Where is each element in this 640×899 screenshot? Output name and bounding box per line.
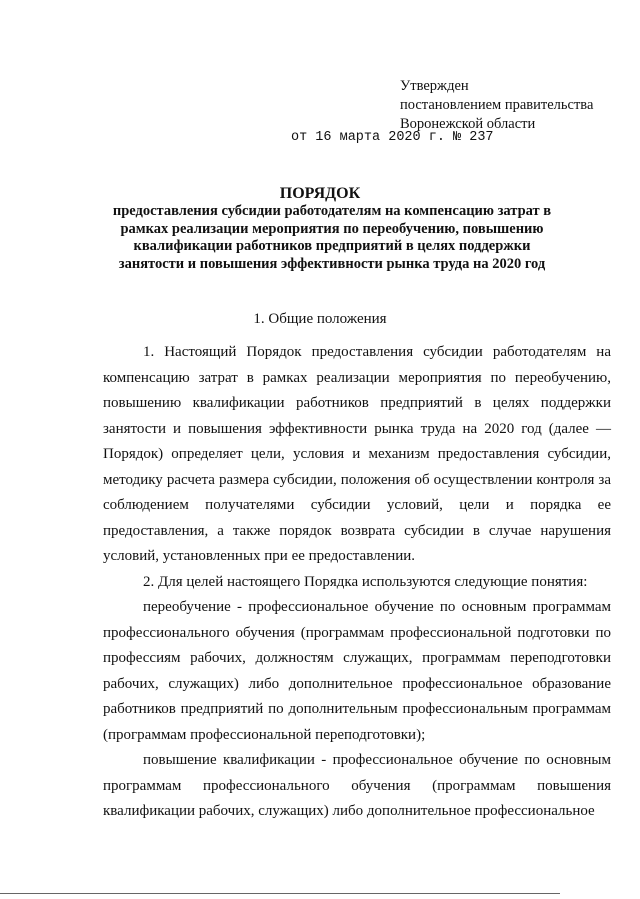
document-title: ПОРЯДОК	[279, 185, 361, 202]
paragraph: 2. Для целей настоящего Порядка используются следующие понятия:	[143, 573, 588, 590]
paragraph: повышение квалификации - профессиональное обучение по основным программам профессионального обучения (программам повышения квалификации рабочих, служащих) либо дополнительное профессиональное	[103, 752, 611, 819]
document-body	[103, 340, 611, 825]
document-subtitle: предоставления субсидии работодателям на компенсацию затрат в рамках реализации мероприятия по переобучению, повышению квалификации работников предприятий в целях поддержки занятости и повышения эффективности рынка труда на 2020 год	[112, 203, 552, 272]
approval-line-2: постановлением правительства	[400, 97, 594, 113]
page-bottom-rule	[0, 893, 560, 894]
approval-line-3: Воронежской области	[400, 116, 536, 132]
paragraph: переобучение - профессиональное обучение по основным программам профессионального обучения (программам профессиональной подготовки по профессиям рабочих, должностям служащих, программам переподготовки рабочих, служащих) либо дополнительное профессиональное образование работников предприятий по дополнительным профессиональным программам (программам профессиональной переподготовки);	[103, 599, 611, 743]
approval-line-1: Утвержден	[400, 78, 469, 94]
paragraph: 1. Настоящий Порядок предоставления субсидии работодателям на компенсацию затрат в рамках реализации мероприятия по переобучению, повышению квалификации работников предприятий в целях поддержки занятости и повышения эффективности рынка труда на 2020 год (далее — Порядок) определяет цели, условия и механизм предоставления субсидии, методику расчета размера субсидии, положения об осуществлении контроля за соблюдением получателями субсидии условий, цели и порядка ее предоставления, а также порядок возврата субсидии в случае нарушения условий, установленных при ее предоставлении.	[103, 344, 611, 564]
section-heading: 1. Общие положения	[253, 311, 387, 327]
approval-block	[400, 77, 630, 134]
approval-date: от 16 марта 2020 г. № 237	[291, 130, 494, 145]
